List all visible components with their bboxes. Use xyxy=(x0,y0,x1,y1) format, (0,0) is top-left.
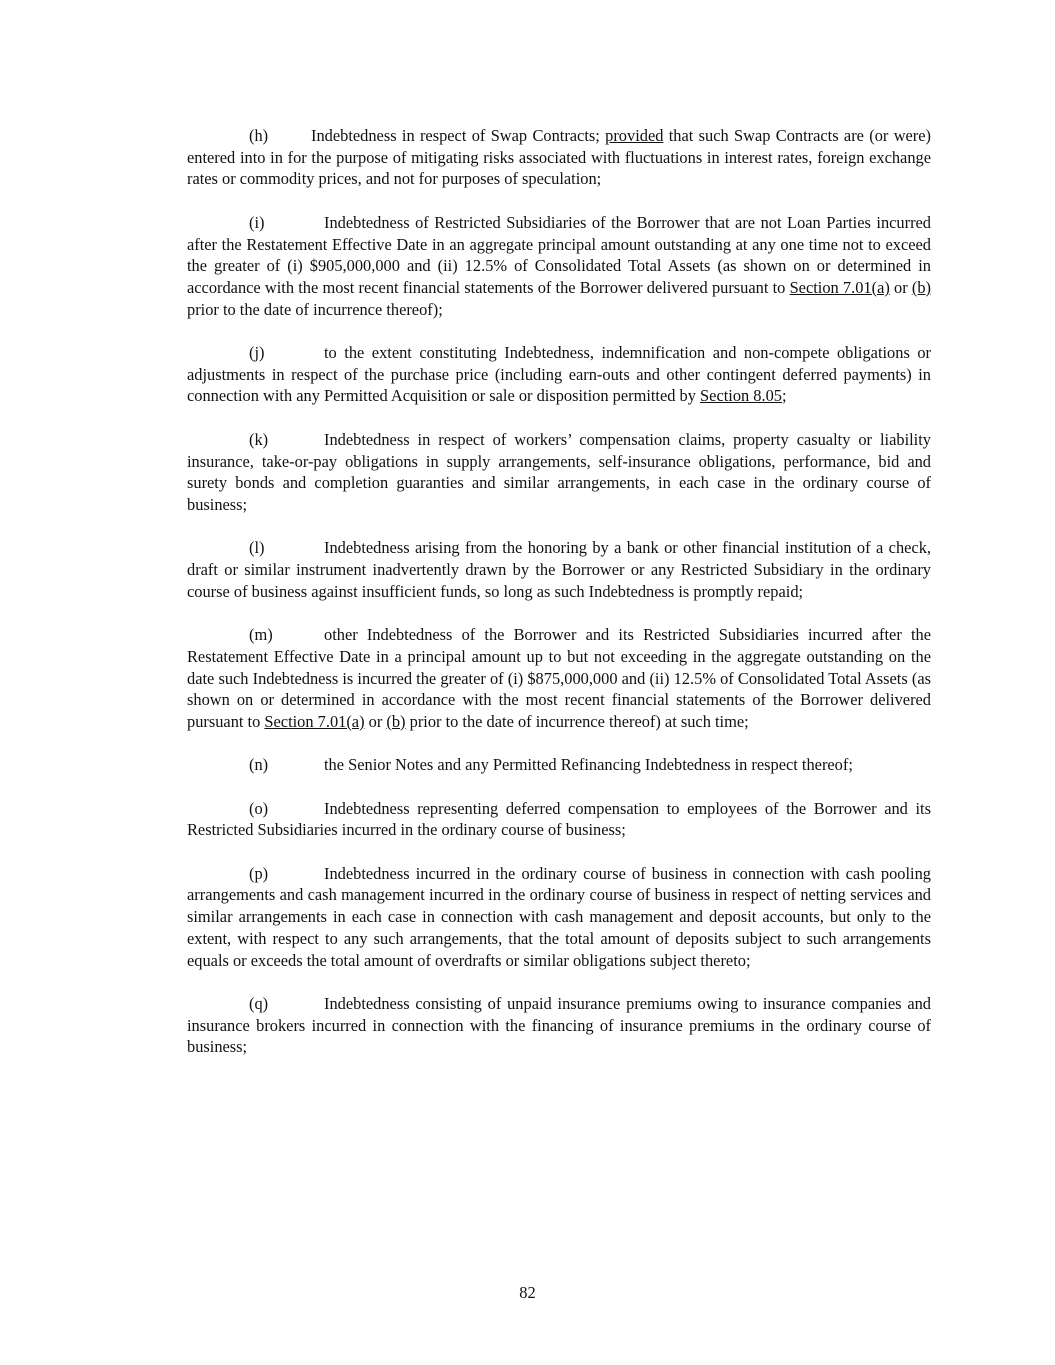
clause-h xyxy=(187,125,931,190)
clause-n xyxy=(187,754,931,776)
underlined-term: provided xyxy=(605,126,664,145)
clause-text: Indebtedness representing deferred compensation to employees of the Borrower and its Restricted Subsidiaries incurred in the ordinary course of business; xyxy=(187,798,931,840)
clause-text: Indebtedness incurred in the ordinary course of business in connection with cash pooling arrangements and cash management incurred in the ordinary course of business in respect of netting services and similar arrangements in each case in connection with cash management and deposit accounts, but only to the extent, with respect to any such arrangements, that the total amount of deposits subject to such arrangements equals or exceeds the total amount of overdrafts or similar obligations subject thereto; xyxy=(187,863,931,970)
clause-label: (l) xyxy=(249,538,265,558)
clause-text: Indebtedness in respect of workers’ compensation claims, property casualty or liability insurance, take-or-pay obligations in supply arrangements, self-insurance obligations, performance, bid and surety bonds and completion guaranties and similar arrangements, in each case in the ordinary course of business; xyxy=(187,429,931,514)
clause-text: to the extent constituting Indebtedness, indemnification and non-compete obligations or adjustments in respect of the purchase price (including earn-outs and other contingent deferred payments) in connection with any Permitted Acquisition or sale or disposition permitted by xyxy=(187,343,931,406)
clause-text: prior to the date of incurrence thereof) at such time; xyxy=(405,711,749,731)
clause-text: other Indebtedness of the Borrower and its Restricted Subsidiaries incurred after the Restatement Effective Date in a principal amount up to but not exceeding in the aggregate outstanding on the date such Indebtedness is incurred the greater of (i) $875,000,000 and (ii) 12.5% of Consolidated Total Assets (as shown on or determined in accordance with the most recent financial statements of the Borrower delivered pursuant to xyxy=(187,625,931,731)
clause-label: (k) xyxy=(249,429,269,449)
clause-label: (o) xyxy=(249,798,269,818)
section-reference: Section 7.01(a) xyxy=(789,277,890,297)
section-reference: Section 7.01(a) xyxy=(264,711,365,731)
section-reference: Section 8.05 xyxy=(700,386,782,406)
page-number: 82 xyxy=(519,1283,536,1302)
clause-o xyxy=(187,798,931,841)
clause-label: (n) xyxy=(249,755,269,775)
clause-label: (h) xyxy=(249,126,269,145)
clause-i xyxy=(187,212,931,321)
clause-text: ; xyxy=(782,386,787,406)
clause-label: (m) xyxy=(249,625,273,645)
clause-k xyxy=(187,429,931,516)
clause-text: or xyxy=(364,711,387,731)
clause-text: Indebtedness arising from the honoring by a bank or other financial institution of a check, draft or similar instrument inadvertently drawn by the Borrower or any Restricted Subsidiary in the ordinary course of business against insufficient funds, so long as such Indebtedness is promptly repaid; xyxy=(187,538,931,601)
clause-l xyxy=(187,537,931,602)
clause-q xyxy=(187,993,931,1058)
clause-label: (q) xyxy=(249,993,269,1013)
clause-label: (p) xyxy=(249,863,269,883)
clause-label: (i) xyxy=(249,212,265,232)
clause-text: the Senior Notes and any Permitted Refinancing Indebtedness in respect thereof; xyxy=(324,755,853,775)
document-body xyxy=(187,125,931,1080)
clause-label: (j) xyxy=(249,343,265,362)
clause-text: or xyxy=(889,277,912,297)
clause-text: that such Swap Contracts are (or were) entered into in for the purpose of mitigating risks associated with fluctuations in interest rates, foreign exchange rates or commodity prices, and not for purposes of speculation; xyxy=(187,126,931,189)
section-reference: (b) xyxy=(386,711,406,731)
section-reference: (b) xyxy=(911,277,931,297)
clause-text: Indebtedness consisting of unpaid insurance premiums owing to insurance companies and insurance brokers incurred in connection with the financing of insurance premiums in the ordinary course of business; xyxy=(187,993,931,1057)
clause-j xyxy=(187,342,931,407)
clause-p xyxy=(187,863,931,972)
clause-text: prior to the date of incurrence thereof); xyxy=(187,299,443,319)
clause-text: Indebtedness in respect of Swap Contracts; xyxy=(311,126,606,145)
clause-m xyxy=(187,624,931,733)
clause-text: Indebtedness of Restricted Subsidiaries of the Borrower that are not Loan Parties incurred after the Restatement Effective Date in an aggregate principal amount outstanding at any one time not to exceed the greater of (i) $905,000,000 and (ii) 12.5% of Consolidated Total Assets (as shown on or determined in accordance with the most recent financial statements of the Borrower delivered pursuant to xyxy=(187,212,931,297)
